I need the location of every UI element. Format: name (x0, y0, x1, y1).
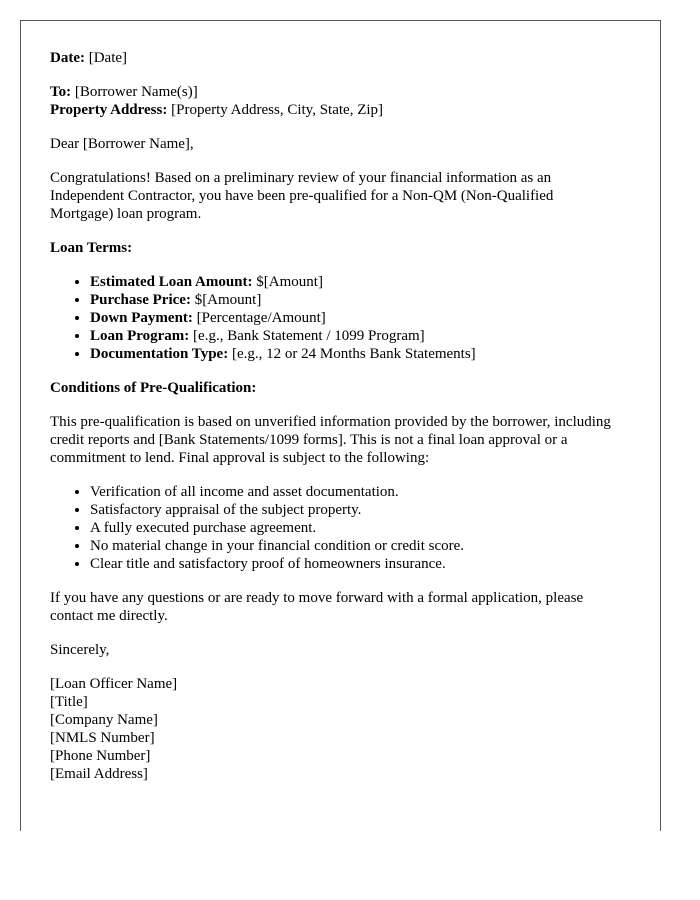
loan-term-item (90, 327, 620, 345)
signature-title: [Title] (50, 694, 88, 710)
conditions-list (50, 483, 620, 573)
condition-item: • Satisfactory appraisal of the subject property. (90, 501, 620, 519)
address-line (50, 102, 383, 118)
to-line (50, 84, 198, 100)
salutation: Dear [Borrower Name], (50, 136, 194, 152)
to-value: [Borrower Name(s)] (74, 84, 198, 100)
loan-term-item (90, 273, 620, 291)
address-value: [Property Address, City, State, Zip] (171, 102, 384, 118)
closing-paragraph: If you have any questions or are ready to move forward with a formal application, please contact me directly. (50, 590, 584, 624)
loan-term-label: Estimated Loan Amount: (90, 274, 253, 290)
loan-term-label: Down Payment: (90, 310, 193, 326)
letter-page (20, 20, 661, 831)
loan-term-value: [Percentage/Amount] (196, 310, 326, 326)
signoff: Sincerely, (50, 642, 110, 658)
signature-email: [Email Address] (50, 766, 148, 782)
date-line (50, 49, 620, 67)
signature-phone: [Phone Number] (50, 748, 151, 764)
signature-nmls: [NMLS Number] (50, 730, 155, 746)
address-label: Property Address: (50, 102, 168, 118)
signature-name: [Loan Officer Name] (50, 676, 178, 692)
loan-term-value: $[Amount] (256, 274, 323, 290)
loan-terms-list (50, 273, 620, 363)
loan-term-item (90, 345, 620, 363)
signature-block (50, 675, 620, 783)
loan-term-item (90, 291, 620, 309)
recipient-block (50, 83, 620, 119)
to-label: To: (50, 84, 72, 100)
condition-item: • A fully executed purchase agreement. (90, 519, 620, 537)
conditions-heading: Conditions of Pre-Qualification: (50, 380, 257, 396)
loan-term-value: [e.g., 12 or 24 Months Bank Statements] (231, 346, 476, 362)
loan-term-value: [e.g., Bank Statement / 1099 Program] (193, 328, 425, 344)
letter-body (50, 49, 620, 783)
condition-item: • No material change in your financial condition or credit score. (90, 537, 620, 555)
loan-term-value: $[Amount] (194, 292, 262, 308)
loan-term-label: Documentation Type: (90, 346, 229, 362)
loan-term-item (90, 309, 620, 327)
loan-term-label: Purchase Price: (90, 292, 191, 308)
signature-company: [Company Name] (50, 712, 158, 728)
loan-terms-heading: Loan Terms: (50, 240, 133, 256)
date-label: Date: (50, 50, 85, 66)
date-value: [Date] (88, 50, 128, 66)
conditions-paragraph: This pre-qualification is based on unverified information provided by the borrower, including credit reports and [Bank Statements/1099 forms]. This is not a final loan approval or a commitment to lend. Final approval is subject to the following: (50, 414, 611, 466)
loan-term-label: Loan Program: (90, 328, 190, 344)
condition-item: • Clear title and satisfactory proof of homeowners insurance. (90, 555, 620, 573)
condition-item: • Verification of all income and asset documentation. (90, 483, 620, 501)
intro-paragraph: Congratulations! Based on a preliminary review of your financial information as an Independent Contractor, you have been pre-qualified for a Non-QM (Non-Qualified Mortgage) loan program. (50, 170, 554, 222)
